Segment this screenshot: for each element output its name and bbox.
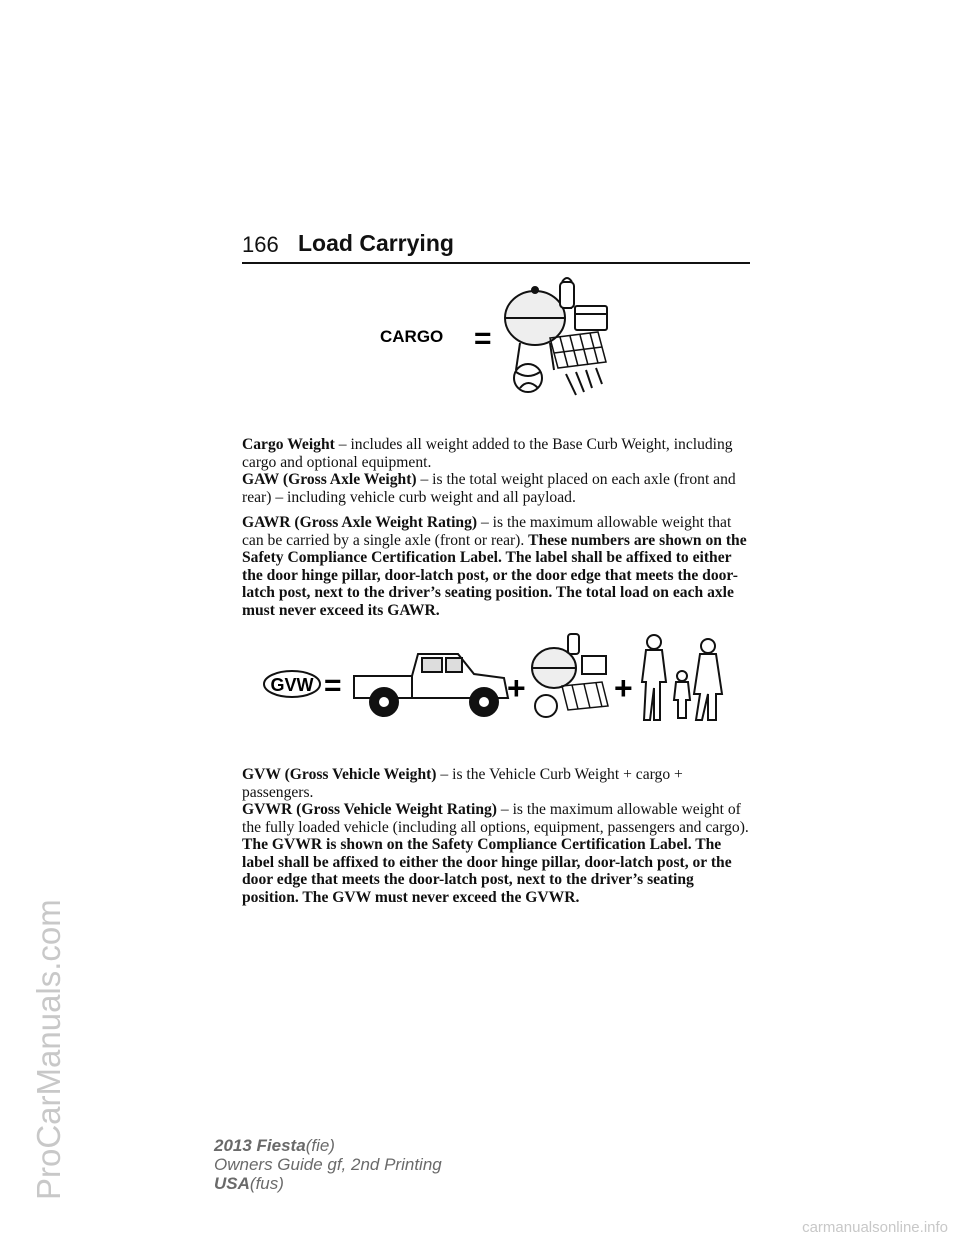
gvw-label: GVW	[270, 675, 314, 695]
page-header	[242, 228, 750, 264]
gvwr-bold-text: The GVWR is shown on the Safety Compliance Certification Label. The label shall be affixed to either the door hinge pillar, door-latch post, or the door edge that meets the door-latch post, next to the driver’s seating position. The GVW must never exceed the GVWR.	[242, 836, 732, 906]
side-watermark-text: ProCarManuals.com	[30, 899, 67, 1200]
cargo-weight-paragraph	[242, 436, 752, 471]
footer-market-tag: (fus)	[249, 1174, 284, 1193]
gvw-paragraph	[242, 766, 752, 801]
cargo-figure	[370, 270, 620, 400]
page-number: 166	[242, 232, 279, 257]
truck-icon	[354, 654, 508, 716]
gaw-paragraph	[242, 471, 752, 506]
footer-watermark: carmanualsonline.info	[802, 1219, 948, 1236]
gvw-figure	[262, 632, 732, 724]
tools-icon	[566, 368, 602, 395]
family-icon	[642, 635, 722, 720]
cargo-equals: =	[474, 322, 492, 355]
lantern-icon	[560, 278, 574, 308]
footer-line-1	[214, 1136, 442, 1155]
side-watermark	[18, 500, 68, 1200]
cargo-label: CARGO	[380, 327, 444, 346]
gvw-illustration	[262, 632, 732, 724]
footer-line-2: Owners Guide gf, 2nd Printing	[214, 1155, 442, 1174]
cargo-weight-term: Cargo Weight	[242, 436, 335, 453]
footer-model-tag: (fie)	[305, 1136, 335, 1155]
ball-icon	[514, 364, 542, 392]
footer-market: USA	[214, 1174, 250, 1193]
chapter-title: Load Carrying	[298, 230, 454, 256]
cargo-group-icon	[532, 634, 608, 717]
gvw-plus-1: +	[507, 670, 526, 706]
gvwr-term: GVWR (Gross Vehicle Weight Rating)	[242, 801, 497, 818]
gvwr-text: – is the maximum allowable weight of the fully loaded vehicle (including all options, equipment, passengers and cargo).	[242, 801, 749, 836]
footer-line-3	[214, 1174, 442, 1193]
cooler-icon	[575, 306, 607, 330]
gaw-text: – is the total weight placed on each axle (front and rear) – including vehicle curb weight and all payload.	[242, 471, 736, 506]
gaw-term: GAW (Gross Axle Weight)	[242, 471, 417, 488]
gawr-bold-text: These numbers are shown on the Safety Compliance Certification Label. The label shall be affixed to either the door hinge pillar, door-latch post, or the door edge that meets the door-latch post, next to the driver’s seating position. The total load on each axle must never exceed its GAWR.	[242, 531, 747, 619]
gawr-text: – is the maximum allowable weight that can be carried by a single axle (front or rear).	[242, 514, 732, 549]
page-footer	[214, 1136, 442, 1193]
gvw-text: – is the Vehicle Curb Weight + cargo + passengers.	[242, 766, 683, 801]
gvw-term: GVW (Gross Vehicle Weight)	[242, 766, 437, 783]
cargo-weight-text: – includes all weight added to the Base Curb Weight, including cargo and optional equipment.	[242, 436, 733, 471]
gvw-plus-2: +	[614, 670, 633, 706]
definitions-block-1	[242, 436, 752, 619]
cargo-illustration	[370, 270, 620, 400]
gvwr-paragraph	[242, 801, 752, 906]
grill-icon	[505, 287, 565, 370]
definitions-block-2	[242, 766, 752, 906]
gawr-paragraph	[242, 514, 752, 619]
grill-rack-icon	[550, 332, 606, 368]
gvw-equals: =	[324, 669, 342, 702]
footer-model: 2013 Fiesta	[214, 1136, 306, 1155]
gvw-badge	[264, 671, 320, 697]
gawr-term: GAWR (Gross Axle Weight Rating)	[242, 514, 478, 531]
